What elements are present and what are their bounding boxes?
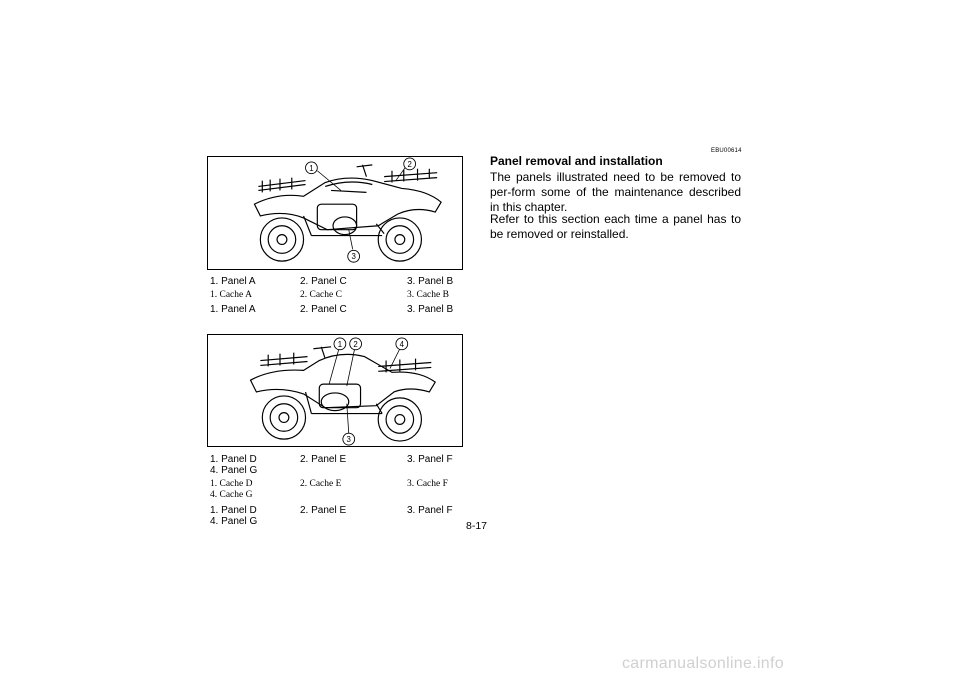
caption-item: 2. Cache E [300,479,342,489]
caption-item: 2. Cache C [300,290,342,300]
caption-item: 2. Panel E [300,454,347,465]
caption-item: 1. Cache A [210,290,252,300]
caption-item: 1. Panel D [210,505,257,516]
section-heading: Panel removal and installation [490,154,663,168]
caption-item: 4. Cache G [210,490,253,500]
fig1-caption-en-repeat [210,304,460,315]
fig1-caption-fr [210,290,460,301]
fig2-callout-2: 2 [353,339,358,349]
page-number: 8-17 [466,520,488,532]
atv-right-drawing [208,335,462,446]
caption-item: 3. Cache B [407,290,449,300]
atv-illustration-right-side [207,334,463,447]
paragraph-intro: The panels illustrated need to be removed to per-form some of the maintenance described in this chapter. [490,170,741,214]
caption-item: 1. Panel A [210,276,256,287]
caption-item: 3. Panel F [407,505,453,516]
fig1-caption-en [210,276,460,287]
caption-item: 2. Panel C [300,304,347,315]
caption-item: 1. Cache D [210,479,253,489]
caption-item: 3. Panel B [407,276,454,287]
fig2-callout-4: 4 [399,339,404,349]
fig2-callout-3: 3 [346,435,351,445]
caption-item: 1. Panel D [210,454,257,465]
caption-item: 2. Panel E [300,505,347,516]
caption-item: 4. Panel G [210,516,258,527]
caption-item: 4. Panel G [210,465,258,476]
fig1-callout-1: 1 [309,163,314,173]
atv-illustration-left-side [207,156,463,270]
atv-left-drawing [208,157,462,269]
paragraph-refer: Refer to this section each time a panel has to be removed or reinstalled. [490,212,741,241]
fig2-caption-en-repeat [210,505,460,527]
caption-item: 2. Panel C [300,276,347,287]
caption-item: 3. Cache F [407,479,448,489]
watermark-text: carmanualsonline.info [622,655,784,672]
fig2-caption-fr [210,479,460,501]
caption-item: 3. Panel B [407,304,454,315]
caption-item: 3. Panel F [407,454,453,465]
caption-item: 1. Panel A [210,304,256,315]
fig1-callout-3: 3 [351,252,356,262]
fig2-callout-1: 1 [337,339,343,349]
fig2-caption-en [210,454,460,476]
fig1-callout-2: 2 [407,159,412,169]
section-code: EBU00614 [711,148,742,154]
